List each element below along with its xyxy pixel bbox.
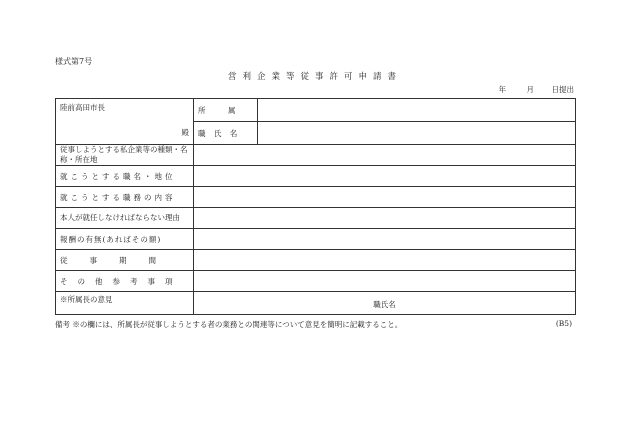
paper-size: (B5) [555,319,572,328]
reason-field[interactable] [194,208,576,229]
remarks-note: 備考 ※の欄には、所属長が従事しようとする者の業務との関連等について意見を簡明に記載すること。 [55,320,403,329]
duties-label: 就こうとする職務の内容 [60,192,176,202]
addressee-cell [56,99,194,145]
submission-date [478,84,574,95]
addressee-honorific: 殿 [181,128,189,137]
opinion-label-cell [56,292,194,315]
dept-label: 所 属 [198,105,246,115]
compensation-label: 報酬の有無(あればその額) [60,234,162,244]
form-title: 営利企業等従事許可申請書 [227,72,402,82]
period-field[interactable] [194,250,576,271]
row-label-cell [56,166,194,187]
date-year-label: 年 [498,85,506,94]
application-form-table [55,98,576,315]
duties-field[interactable] [194,187,576,208]
form-number: 様式第7号 [55,57,93,66]
dept-label-cell [194,99,258,122]
row-label-cell [56,250,194,271]
other-field[interactable] [194,271,576,292]
position-field[interactable] [194,166,576,187]
company-info-field[interactable] [194,145,576,166]
opinion-signature-label: 職氏名 [373,300,396,309]
company-info-label: 従事しようとする私企業等の種類・名称・所在地 [60,145,188,164]
name-label-cell [194,122,258,145]
date-day-label: 日提出 [551,85,574,94]
row-label-cell [56,208,194,229]
dept-field[interactable] [258,99,576,122]
row-label-cell [56,271,194,292]
position-label: 就こうとする職名・地位 [60,171,176,181]
row-label-cell [56,187,194,208]
compensation-field[interactable] [194,229,576,250]
name-label: 職 氏 名 [198,128,241,138]
name-field[interactable] [258,122,576,145]
row-label-cell [56,145,194,166]
opinion-label: ※所属長の意見 [60,295,113,304]
row-label-cell [56,229,194,250]
period-label: 従事期間 [60,255,178,265]
opinion-field[interactable] [194,292,576,315]
other-label: その他参考事項 [60,276,183,286]
addressee-name: 陸前高田市長 [60,103,105,112]
reason-label: 本人が就任しなければならない理由 [60,213,180,222]
date-month-label: 月 [526,85,534,94]
